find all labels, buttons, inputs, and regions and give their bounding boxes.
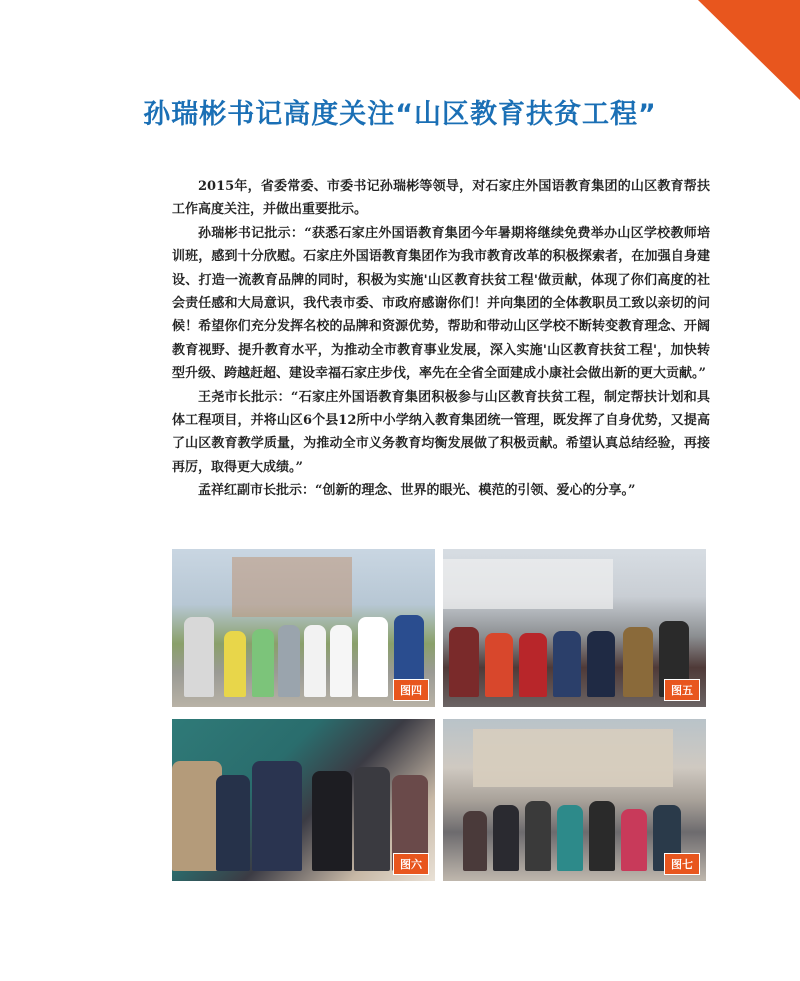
photo-figure — [184, 617, 214, 697]
photo-caption: 图七 — [664, 853, 700, 875]
photo-figure — [623, 627, 653, 697]
paragraph-meng-instruction: 孟祥红副市长批示：“创新的理念、世界的眼光、模范的引领、爱心的分享。” — [198, 483, 636, 499]
photo-figure — [621, 809, 647, 871]
photo-book-donation — [172, 719, 435, 881]
photo-figure — [358, 617, 388, 697]
paragraph-wang-instruction: 王尧市长批示：“石家庄外国语教育集团积极参与山区教育扶贫工程，制定帮扶计划和具体工程项目，并将山区6个县12所中小学纳入教育集团统一管理，既发挥了自身优势，又提高了山区教育教学质量，为推动全市义务教育均衡发展做了积极贡献。希望认真总结经验，再接再厉，取得更大成绩。” — [172, 389, 710, 475]
photo-figure — [330, 625, 352, 697]
photo-figure — [485, 633, 513, 697]
photo-figure — [278, 625, 300, 697]
photo-figure — [252, 629, 274, 697]
photo-caption: 图六 — [393, 853, 429, 875]
photo-figure — [587, 631, 615, 697]
paragraph-sun-instruction: 孙瑞彬书记批示：“获悉石家庄外国语教育集团今年暑期将继续免费举办山区学校教师培训班，感到十分欣慰。石家庄外国语教育集团作为我市教育改革的积极探索者，在加强自身建设、打造一流教育品牌的同时，积极为实施'山区教育扶贫工程'做贡献，体现了你们高度的社会责任感和大局意识，我代表市委、市政府感谢你们！并向集团的全体教职员工致以亲切的问候！希望你们充分发挥名校的品牌和资源优势，帮助和带动山区学校不断转变教育理念、开阔教育视野、提升教育水平，为推动全市教育事业发展，深入实施'山区教育扶贫工程'，加快转型升级、跨越赶超、建设幸福石家庄步伐，率先在全省全面建成小康社会做出新的更大贡献。” — [172, 225, 710, 382]
photo-figure — [304, 625, 326, 697]
photo-group-building — [443, 719, 706, 881]
photo-caption: 图四 — [393, 679, 429, 701]
article-body — [172, 175, 710, 503]
photo-figure — [449, 627, 479, 697]
photo-figure — [312, 771, 352, 871]
photo-figure — [172, 761, 222, 871]
photo-figure — [589, 801, 615, 871]
photo-background — [443, 559, 613, 609]
corner-decoration — [698, 0, 800, 100]
photo-figure — [224, 631, 246, 697]
photo-figure — [354, 767, 390, 871]
photo-figure — [519, 633, 547, 697]
photo-figure — [216, 775, 250, 871]
paragraph-intro: 2015年，省委常委、市委书记孙瑞彬等领导，对石家庄外国语教育集团的山区教育帮扶工作高度关注，并做出重要批示。 — [172, 179, 710, 218]
photo-background — [232, 557, 352, 617]
photo-caption: 图五 — [664, 679, 700, 701]
photo-background — [473, 729, 673, 787]
photo-group-students — [443, 549, 706, 707]
page-title: 孙瑞彬书记高度关注“山区教育扶贫工程” — [143, 99, 657, 130]
photo-figure — [557, 805, 583, 871]
photo-figure — [463, 811, 487, 871]
photo-figure — [252, 761, 302, 871]
photo-group-outdoor — [172, 549, 435, 707]
photo-figure — [525, 801, 551, 871]
photo-figure — [553, 631, 581, 697]
photo-grid — [172, 549, 706, 881]
photo-figure — [493, 805, 519, 871]
